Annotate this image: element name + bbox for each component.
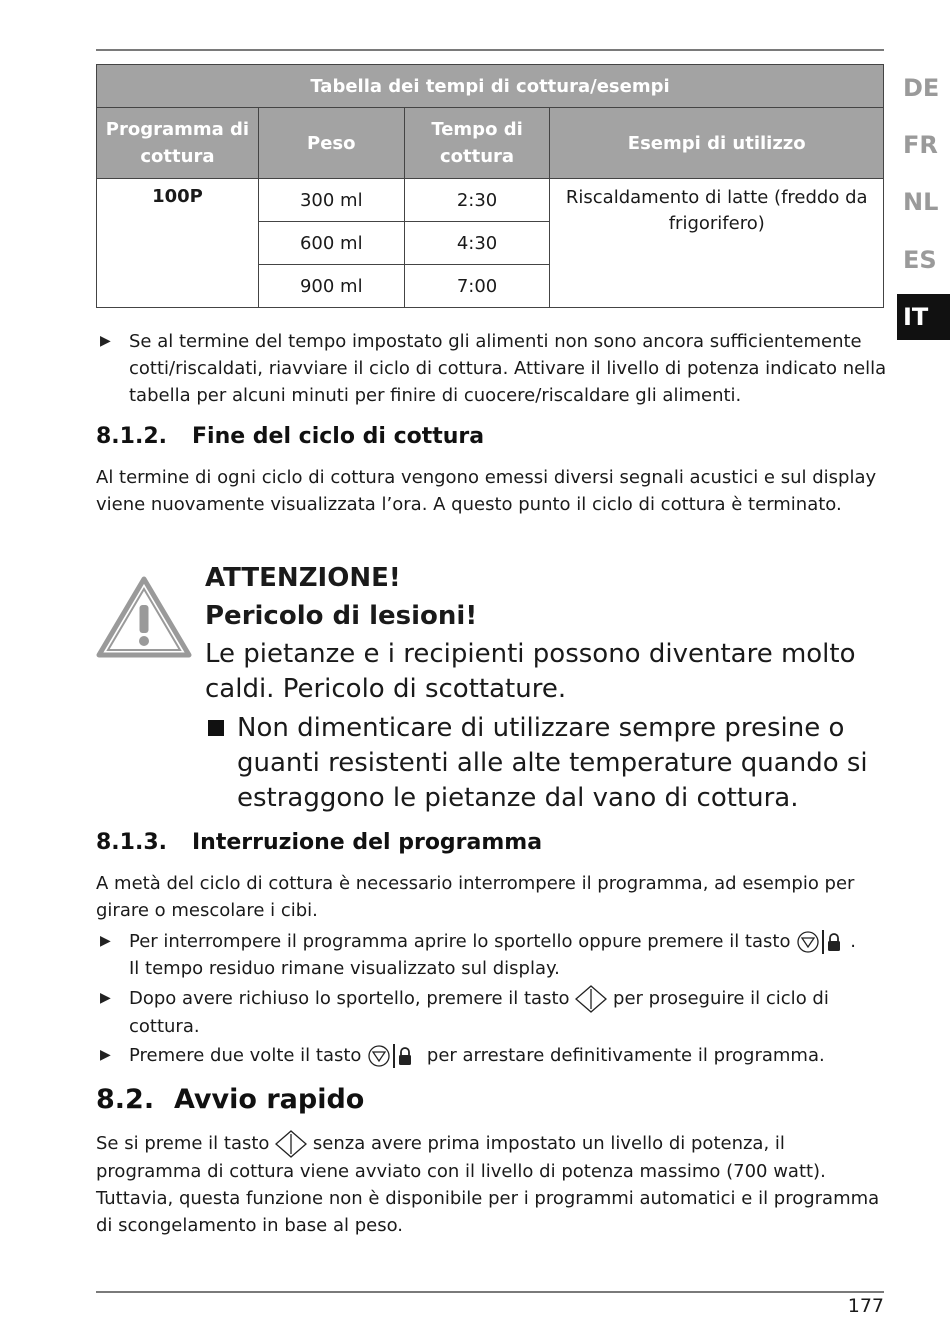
top-rule [96, 49, 884, 51]
bullet-arrow-icon: ▶ [100, 333, 111, 349]
intro-bullet-text: Se al termine del tempo impostato gli alimenti non sono ancora sufficientemente cotti/riscaldati, riavviare il ciclo di cottura. Attivare il livello di potenza indicato nella tabella per alcuni minuti per finire di cuocere/riscaldare gli alimenti. [129, 331, 887, 406]
warning-subheading: Pericolo di lesioni! [205, 601, 478, 631]
bottom-rule [96, 1291, 884, 1293]
section-8-2-body: Se si preme il tasto senza avere prima impostato un livello di potenza, il programma di cottura viene avviato con il livello di potenza massimo (700 watt). Tuttavia, questa funzione non è disponibile per i programmi automatici e il programma di scongelamento in base al peso. [96, 1130, 886, 1239]
section-heading-8-1-3: 8.1.3. Interruzione del programma [96, 830, 543, 855]
warning-text: Le pietanze e i recipienti possono diventare molto caldi. Pericolo di scottature. [205, 639, 856, 704]
warning-heading: ATTENZIONE! [205, 563, 401, 593]
weight-cell: 900 ml [258, 265, 404, 308]
bullet-arrow-icon: ▶ [100, 990, 111, 1006]
lang-tab-it[interactable]: IT [897, 294, 950, 340]
header-time: Tempo di cottura [404, 108, 550, 179]
header-weight: Peso [258, 108, 404, 179]
section-heading-8-2: 8.2. Avvio rapido [96, 1084, 365, 1115]
table-row [97, 179, 884, 222]
lang-tab-nl[interactable]: NL [903, 188, 939, 216]
weight-cell: 600 ml [258, 222, 404, 265]
program-cell: 100P [97, 179, 259, 308]
lang-tab-es[interactable]: ES [903, 246, 937, 274]
start-key-icon [575, 985, 607, 1013]
square-bullet-icon [208, 720, 224, 736]
stop-lock-key-icon [367, 1043, 421, 1069]
section-heading-8-1-2: 8.1.2. Fine del ciclo di cottura [96, 424, 485, 449]
bullet-arrow-icon: ▶ [100, 933, 111, 949]
weight-cell: 300 ml [258, 179, 404, 222]
warning-item: Non dimenticare di utilizzare sempre presine o guanti resistenti alle alte temperature quando si estraggono le pietanze dal vano di cottura. [237, 713, 868, 813]
header-program: Programma di cottura [97, 108, 259, 179]
time-cell: 4:30 [404, 222, 550, 265]
lang-tab-de[interactable]: DE [903, 74, 940, 102]
time-cell: 2:30 [404, 179, 550, 222]
time-cell: 7:00 [404, 265, 550, 308]
section-8-1-2-body: Al termine di ogni ciclo di cottura vengono emessi diversi segnali acustici e sul display viene nuovamente visualizzata l’ora. A questo punto il ciclo di cottura è terminato. [96, 467, 877, 515]
warning-triangle-icon [96, 575, 192, 659]
table-caption: Tabella dei tempi di cottura/esempi [97, 65, 884, 108]
page-number: 177 [847, 1295, 884, 1317]
header-usage: Esempi di utilizzo [550, 108, 884, 179]
stop-lock-key-icon [796, 929, 850, 955]
cooking-times-table [96, 64, 884, 308]
bullet-arrow-icon: ▶ [100, 1047, 111, 1063]
section-8-1-3-body: A metà del ciclo di cottura è necessario interrompere il programma, ad esempio per girare o mescolare i cibi. [96, 873, 855, 921]
start-key-icon [275, 1130, 307, 1158]
lang-tab-fr[interactable]: FR [903, 131, 938, 159]
usage-cell: Riscaldamento di latte (freddo da frigorifero) [550, 179, 884, 308]
